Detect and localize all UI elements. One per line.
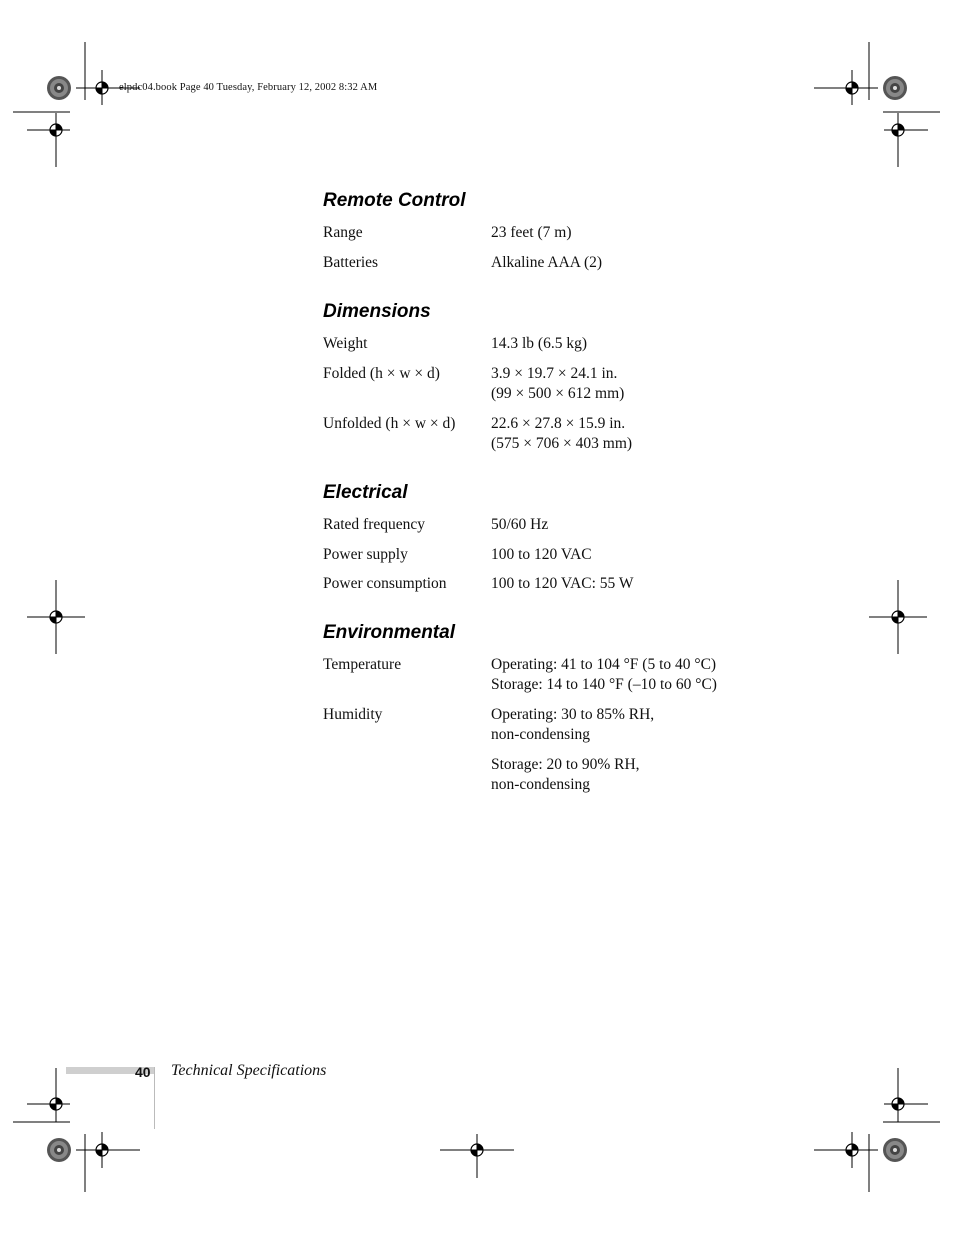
book-slug: elpdc04.book Page 40 Tuesday, February 12, 2002 8:32 AM: [119, 82, 378, 93]
section-title-remote-control: Remote Control: [323, 190, 466, 211]
spec-label: Range: [323, 224, 363, 241]
spec-value: 100 to 120 VAC: [491, 546, 592, 563]
section-title-electrical: Electrical: [323, 482, 408, 503]
spec-value: 50/60 Hz: [491, 516, 549, 533]
spec-label: Folded (h × w × d): [323, 365, 440, 382]
spec-label: Temperature: [323, 656, 402, 673]
spec-label: Weight: [323, 335, 368, 352]
spec-value: Operating: 41 to 104 °F (5 to 40 °C) Storage: 14 to 140 °F (–10 to 60 °C): [491, 656, 717, 693]
spec-value: 3.9 × 19.7 × 24.1 in. (99 × 500 × 612 mm): [491, 365, 625, 402]
spec-label: Rated frequency: [323, 516, 425, 533]
page-number: 40: [135, 1064, 151, 1080]
spec-label: Humidity: [323, 706, 383, 723]
spec-label: Power supply: [323, 546, 408, 563]
spec-label: Power consumption: [323, 575, 447, 592]
spec-value: 14.3 lb (6.5 kg): [491, 335, 588, 352]
section-title-environmental: Environmental: [323, 622, 455, 643]
spec-value: Operating: 30 to 85% RH, non-condensing: [491, 706, 655, 743]
spec-value: 23 feet (7 m): [491, 224, 572, 241]
footer-title: Technical Specifications: [171, 1062, 327, 1079]
section-title-dimensions: Dimensions: [323, 301, 431, 322]
spec-value: Alkaline AAA (2): [491, 254, 603, 271]
spec-label: Unfolded (h × w × d): [323, 415, 456, 432]
spec-value: 22.6 × 27.8 × 15.9 in. (575 × 706 × 403 mm): [491, 415, 633, 452]
spec-label: Batteries: [323, 254, 379, 271]
spec-value: 100 to 120 VAC: 55 W: [491, 575, 634, 592]
spec-value: Storage: 20 to 90% RH, non-condensing: [491, 756, 640, 793]
